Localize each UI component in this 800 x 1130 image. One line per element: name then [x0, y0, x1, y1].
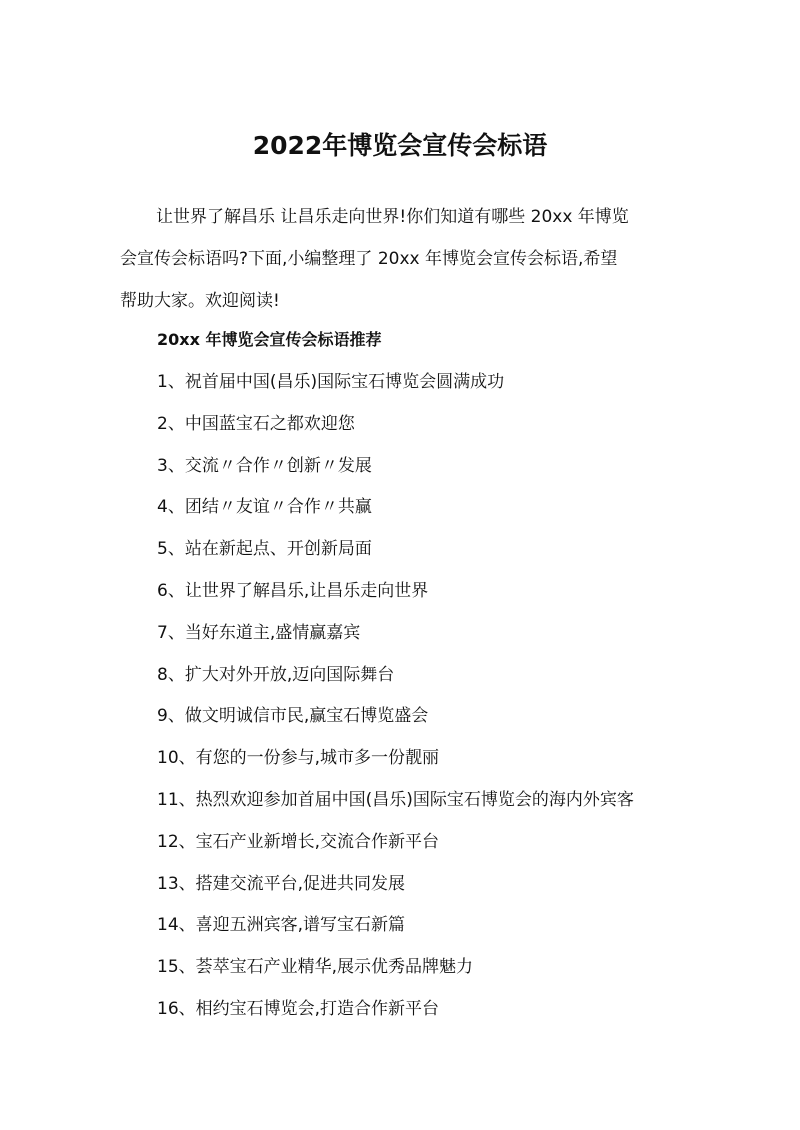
slogan-item: 4、团结〃友谊〃合作〃共赢 — [157, 497, 372, 518]
intro-line: 帮助大家。欢迎阅读! — [120, 291, 280, 311]
slogan-item: 3、交流〃合作〃创新〃发展 — [157, 455, 372, 476]
intro-paragraph — [120, 196, 680, 322]
slogan-item: 12、宝石产业新增长,交流合作新平台 — [157, 831, 440, 852]
section-heading: 20xx 年博览会宣传会标语推荐 — [157, 330, 382, 349]
slogan-item: 8、扩大对外开放,迈向国际舞台 — [157, 664, 395, 685]
slogan-item: 10、有您的一份参与,城市多一份靓丽 — [157, 748, 440, 769]
slogan-item: 5、站在新起点、开创新局面 — [157, 539, 372, 560]
slogan-item: 6、让世界了解昌乐,让昌乐走向世界 — [157, 580, 429, 601]
slogan-item: 1、祝首届中国(昌乐)国际宝石博览会圆满成功 — [157, 372, 505, 392]
slogan-item: 9、做文明诚信市民,赢宝石博览盛会 — [157, 706, 429, 727]
intro-line: 会宣传会标语吗?下面,小编整理了 20xx 年博览会宣传会标语,希望 — [120, 249, 618, 269]
slogan-list — [157, 362, 717, 1031]
slogan-item: 14、喜迎五洲宾客,谱写宝石新篇 — [157, 915, 406, 936]
intro-line: 让世界了解昌乐 让昌乐走向世界!你们知道有哪些 20xx 年博览 — [156, 207, 629, 227]
slogan-item: 11、热烈欢迎参加首届中国(昌乐)国际宝石博览会的海内外宾客 — [157, 789, 634, 810]
slogan-item: 16、相约宝石博览会,打造合作新平台 — [157, 998, 440, 1019]
slogan-item: 7、当好东道主,盛情赢嘉宾 — [157, 622, 361, 643]
slogan-item: 15、荟萃宝石产业精华,展示优秀品牌魅力 — [157, 957, 474, 978]
slogan-item: 13、搭建交流平台,促进共同发展 — [157, 873, 406, 894]
slogan-item: 2、中国蓝宝石之都欢迎您 — [157, 413, 355, 434]
document-title: 2022年博览会宣传会标语 — [252, 131, 548, 160]
